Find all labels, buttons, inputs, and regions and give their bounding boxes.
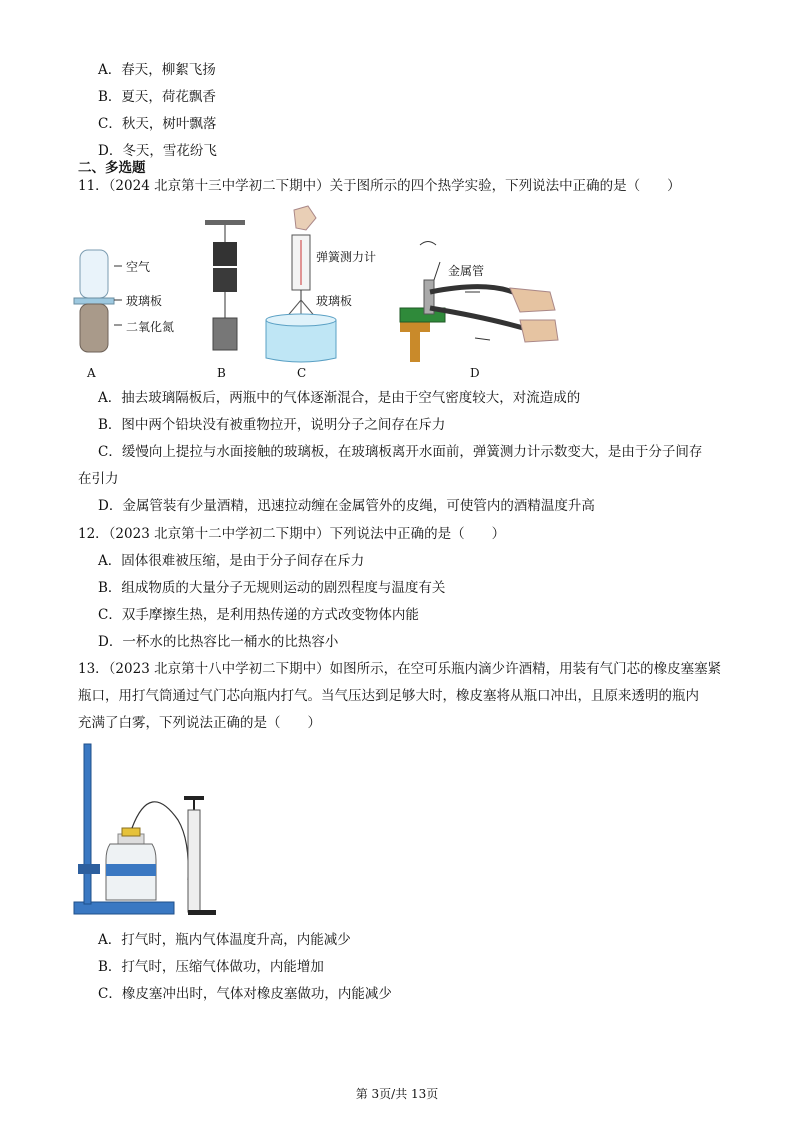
figure-d-metal-tube xyxy=(400,242,558,363)
q12-option-b: B．组成物质的大量分子无规则运动的剧烈程度与温度有关 xyxy=(98,580,446,596)
air-pump-icon xyxy=(184,796,216,915)
label-glass-plate-a: 玻璃板 xyxy=(126,294,163,308)
figure-label-a: A xyxy=(87,366,96,380)
q13-stem-line3: 充满了白雾，下列说法正确的是（ ） xyxy=(78,715,321,731)
q12-option-c: C．双手摩擦生热，是利用热传递的方式改变物体内能 xyxy=(98,607,419,623)
q10-option-d: D．冬天，雪花纷飞 xyxy=(98,143,217,159)
q13-option-c: C．橡皮塞冲出时，气体对橡皮塞做功，内能减少 xyxy=(98,986,392,1002)
q12-option-d: D．一杯水的比热容比一桶水的比热容小 xyxy=(98,634,339,650)
q12-stem: 12．（2023 北京第十二中学初二下期中）下列说法中正确的是（ ） xyxy=(78,526,506,542)
figure-label-c: C xyxy=(297,366,307,380)
figure-label-b: B xyxy=(217,366,226,380)
q11-option-a: A．抽去玻璃隔板后，两瓶中的气体逐渐混合，是由于空气密度较大，对流造成的 xyxy=(98,390,581,406)
label-spring-scale: 弹簧测力计 xyxy=(316,250,377,264)
label-air: 空气 xyxy=(126,260,151,274)
q10-option-c: C．秋天，树叶飘落 xyxy=(98,116,217,132)
page-footer: 第 3页/共 13页 xyxy=(355,1087,439,1101)
label-no2: 二氧化氮 xyxy=(126,320,175,334)
figure-label-d: D xyxy=(470,366,480,380)
q10-option-b: B．夏天，荷花飘香 xyxy=(98,89,216,105)
q11-stem: 11．（2024 北京第十三中学初二下期中）关于图所示的四个热学实验，下列说法中正确的是（ ） xyxy=(78,178,681,194)
label-glass-plate-c: 玻璃板 xyxy=(316,294,353,308)
figure-b-lead-blocks xyxy=(205,220,245,350)
q13-option-a: A．打气时，瓶内气体温度升高，内能减少 xyxy=(98,932,351,948)
q11-option-c-line1: C．缓慢向上提拉与水面接触的玻璃板，在玻璃板离开水面前，弹簧测力计示数变大，是由于分子间存 xyxy=(98,444,703,460)
q13-figure xyxy=(70,740,240,920)
bottle-icon xyxy=(106,828,156,900)
q11-option-b: B．图中两个铅块没有被重物拉开，说明分子之间存在斥力 xyxy=(98,417,446,433)
figure-a-bottles xyxy=(74,250,122,352)
figure-c-spring-scale xyxy=(266,206,336,362)
section-title-multiple-choice: 二、多选题 xyxy=(78,160,146,176)
q11-option-c-line2: 在引力 xyxy=(78,471,119,487)
q11-option-d: D．金属管装有少量酒精，迅速拉动缠在金属管外的皮绳，可使管内的酒精温度升高 xyxy=(98,498,595,514)
q12-option-a: A．固体很难被压缩，是由于分子间存在斥力 xyxy=(98,553,365,569)
q10-option-a: A．春天，柳絮飞扬 xyxy=(98,62,216,78)
q13-option-b: B．打气时，压缩气体做功，内能增加 xyxy=(98,959,324,975)
label-metal-tube: 金属管 xyxy=(448,264,485,278)
q13-stem-line1: 13．（2023 北京第十八中学初二下期中）如图所示，在空可乐瓶内滴少许酒精，用装有气门芯的橡皮塞塞紧 xyxy=(78,661,722,677)
q13-stem-line2: 瓶口，用打气筒通过气门芯向瓶内打气。当气压达到足够大时，橡皮塞将从瓶口冲出，且原来透明的瓶内 xyxy=(78,688,699,704)
